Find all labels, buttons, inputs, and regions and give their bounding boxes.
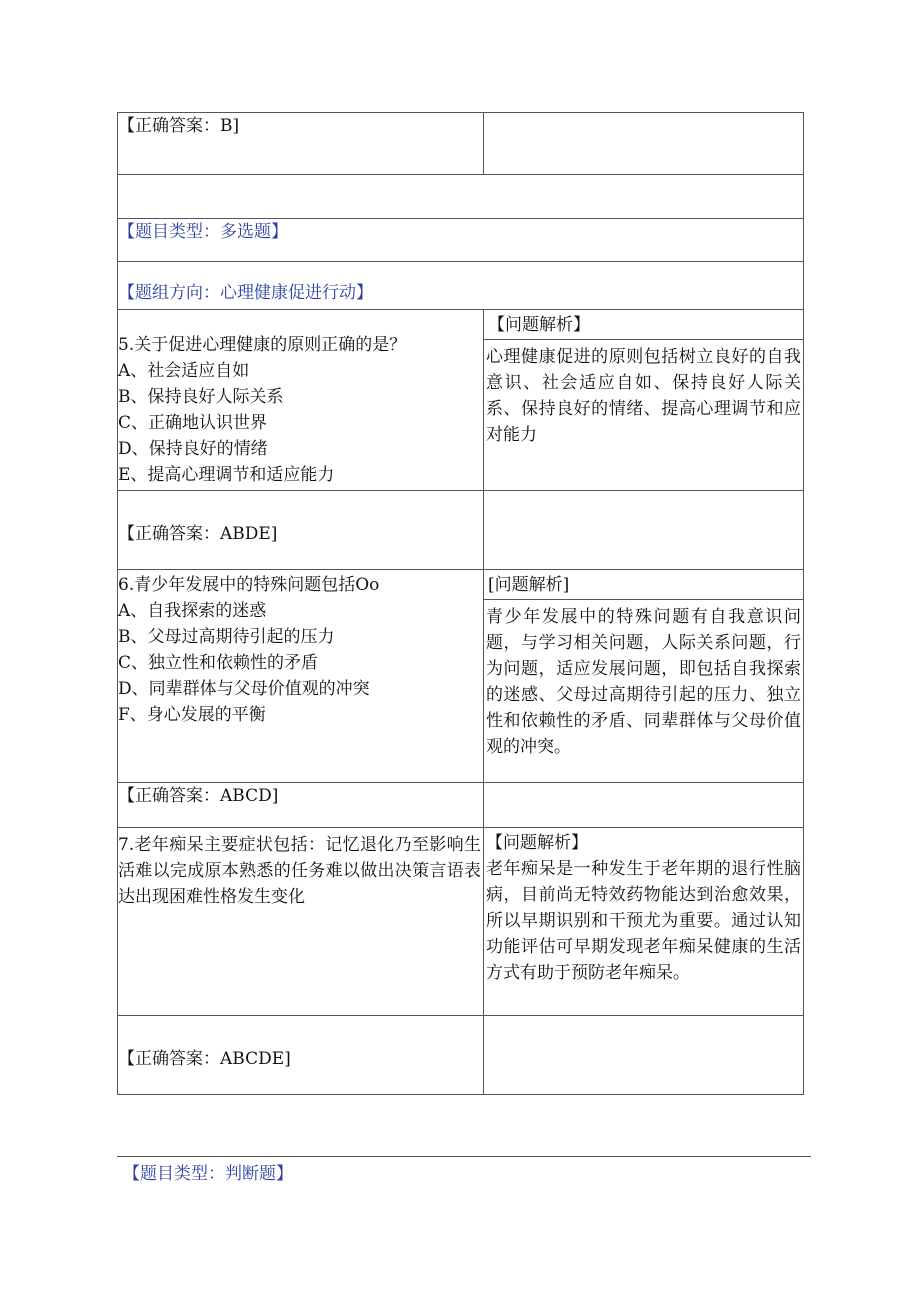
question-7-text: 7.老年痴呆主要症状包括：记忆退化乃至影响生活难以完成原本熟悉的任务难以做出决策言语表达出现困难性格发生变化 — [118, 835, 481, 907]
question-5-option: C、正确地认识世界 — [118, 413, 268, 433]
question-6-option: F、身心发展的平衡 — [118, 705, 266, 725]
analysis-7-label: 【问题解析】 — [486, 833, 588, 853]
question-6-option: A、自我探索的迷惑 — [118, 601, 267, 621]
analysis-7-text: 老年痴呆是一种发生于老年期的退行性脑病，目前尚无特效药物能达到治愈效果，所以早期识别和干预尤为重要。通过认知功能评估可早期发现老年痴呆健康的生活方式有助于预防老年痴呆。 — [486, 859, 801, 983]
correct-answer-q7: 【正确答案：ABCDE] — [118, 1049, 291, 1069]
question-5-cell — [118, 310, 484, 491]
question-7-cell — [118, 828, 484, 1016]
correct-answer-q6: 【正确答案：ABCD] — [118, 786, 279, 806]
analysis-6-cell — [484, 570, 804, 783]
question-type-multi: 【题目类型：多选题】 — [118, 222, 288, 242]
empty-cell — [484, 783, 804, 828]
analysis-5-label: 【问题解析】 — [484, 310, 803, 340]
question-type-judge: 【题目类型：判断题】 — [123, 1164, 293, 1184]
question-6-option: B、父母过高期待引起的压力 — [118, 627, 335, 647]
analysis-5-cell — [484, 310, 804, 491]
question-5-option: D、保持良好的情绪 — [118, 439, 268, 459]
question-type-judge-section — [117, 1156, 811, 1187]
empty-cell — [484, 113, 804, 175]
empty-cell — [484, 491, 804, 570]
question-6-option: D、同辈群体与父母价值观的冲突 — [118, 679, 370, 699]
analysis-7-cell — [484, 828, 804, 1016]
question-5-option: A、社会适应自如 — [118, 361, 250, 381]
question-type-row — [118, 219, 804, 262]
question-6-option: C、独立性和依赖性的矛盾 — [118, 653, 319, 673]
question-5-option: B、保持良好人际关系 — [118, 387, 284, 407]
answer-cell-q4 — [118, 113, 484, 175]
answer-cell-q7 — [118, 1016, 484, 1095]
question-6-cell — [118, 570, 484, 783]
analysis-5-text: 心理健康促进的原则包括树立良好的自我意识、社会适应自如、保持良好人际关系、保持良好的情绪、提高心理调节和应对能力 — [486, 347, 801, 445]
empty-cell — [484, 1016, 804, 1095]
analysis-6-text: 青少年发展中的特殊问题有自我意识问题，与学习相关问题，人际关系问题，行为问题，适应发展问题，即包括自我探索的迷感、父母过高期待引起的压力、独立性和依赖性的矛盾、同辈群体与父母价值观的冲突。 — [486, 607, 801, 757]
question-6-stem: 6.青少年发展中的特殊问题包括Oo — [118, 575, 380, 595]
analysis-6-label: [问题解析] — [484, 570, 803, 600]
correct-answer-q4: 【正确答案：B] — [118, 116, 240, 136]
question-5-option: E、提高心理调节和适应能力 — [118, 465, 335, 485]
spacer-row — [118, 175, 804, 219]
question-group-row — [118, 262, 804, 310]
answer-cell-q6 — [118, 783, 484, 828]
answer-cell-q5 — [118, 491, 484, 570]
question-group: 【题组方向：心理健康促进行动】 — [118, 283, 373, 303]
question-5-stem: 5.关于促进心理健康的原则正确的是？ — [118, 335, 407, 355]
question-table — [117, 112, 804, 1095]
correct-answer-q5: 【正确答案：ABDE] — [118, 524, 278, 544]
